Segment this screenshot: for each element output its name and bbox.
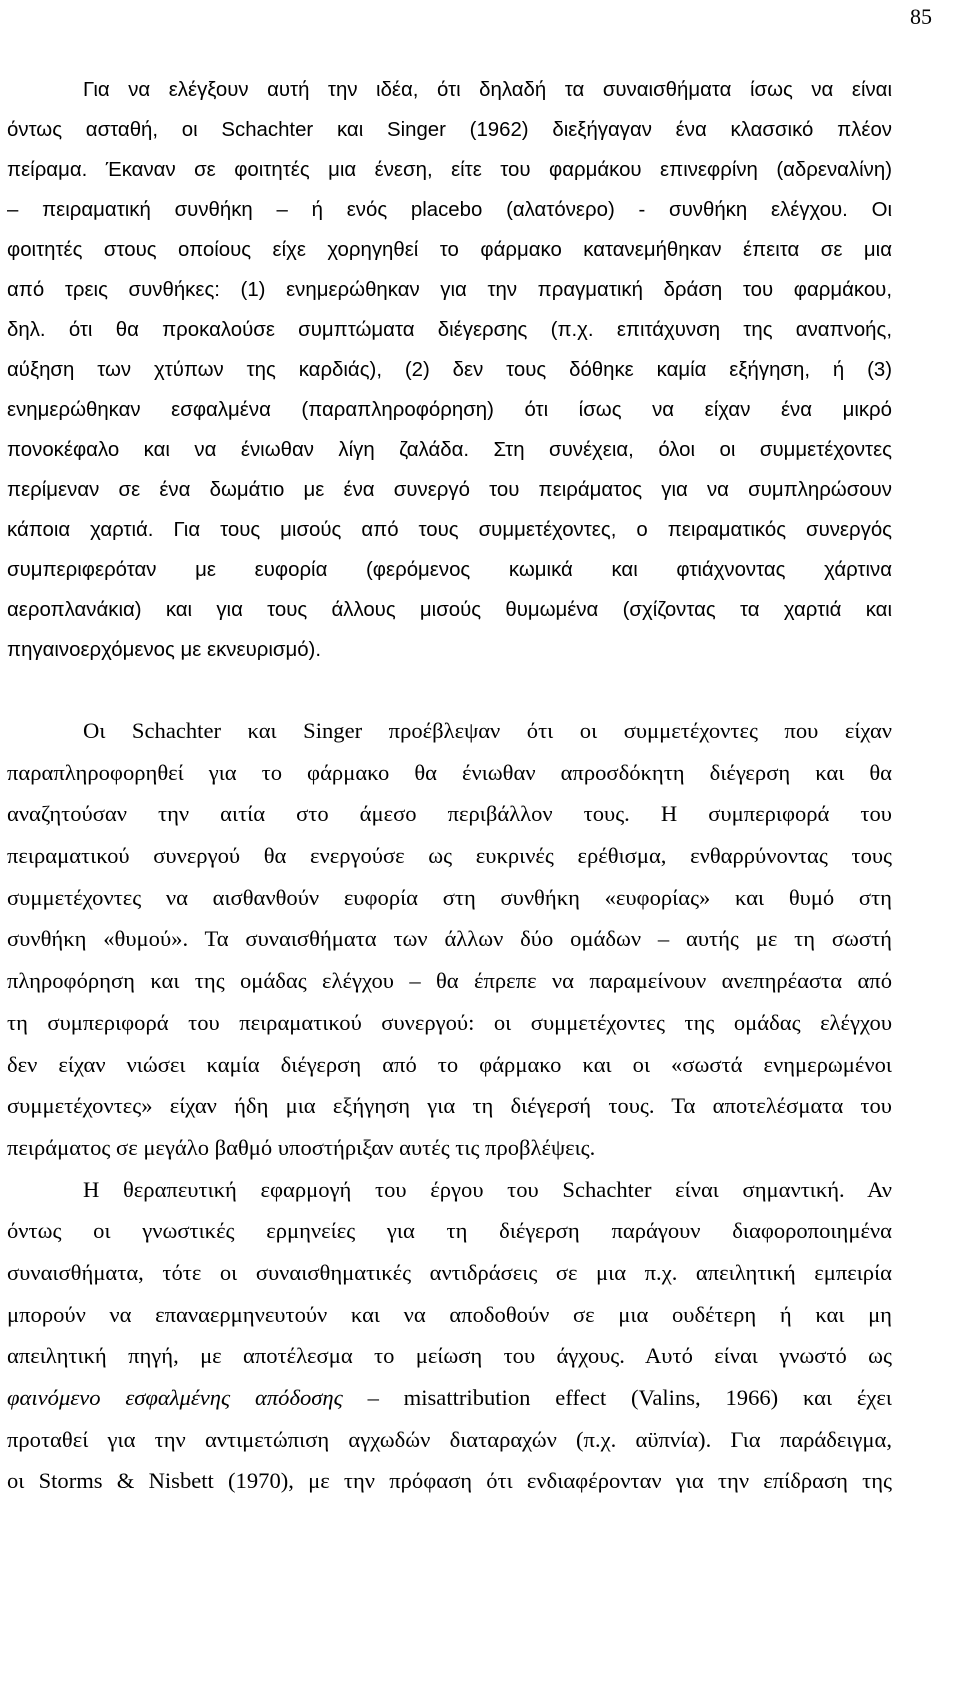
text-line: αεροπλανάκια) και για τους άλλους μισούς θυμωμένα (σχίζοντας τα χαρτιά και (7, 599, 892, 621)
text-line: μπορούν να επαναερμηνευτούν και να αποδοθούν σε μια ουδέτερη ή και μη (7, 1301, 892, 1327)
text-line: Οι Schachter και Singer προέβλεψαν ότι οι συμμετέχοντες που είχαν (83, 718, 892, 743)
text-line: συναισθήματα, τότε οι συναισθηματικές αντιδράσεις σε μια π.χ. απειλητική εμπειρία (7, 1259, 892, 1285)
text-line: συμμετέχοντες να αισθανθούν ευφορία στη συνθήκη «ευφορίας» και θυμό στη (7, 884, 892, 910)
text-line: πειράματος σε μεγάλο βαθμό υποστήριξαν αυτές τις προβλέψεις. (7, 1134, 596, 1160)
text-line: ενημερώθηκαν εσφαλμένα (παραπληροφόρηση) ότι ίσως να είχαν ένα μικρό (7, 399, 892, 421)
paragraph-schachter-singer-experiment (7, 70, 892, 670)
text-line: πηγαινοερχόμενος με εκνευρισμό). (7, 639, 321, 661)
text-line: κάποια χαρτιά. Για τους μισούς από τους συμμετέχοντες, ο πειραματικός συνεργός (7, 519, 892, 541)
page-number: 85 (910, 4, 932, 29)
text-line: δηλ. ότι θα προκαλούσε συμπτώματα διέγερσης (π.χ. επιτάχυνση της αναπνοής, (7, 319, 892, 341)
text-line: περίμεναν σε ένα δωμάτιο με ένα συνεργό του πειράματος για να συμπληρώσουν (7, 479, 892, 501)
text-line: πονοκέφαλο και να ένιωθαν λίγη ζαλάδα. Στη συνέχεια, όλοι οι συμμετέχοντες (7, 439, 892, 461)
text-line: από τρεις συνθήκες: (1) ενημερώθηκαν για την πραγματική δράση του φαρμάκου, (7, 279, 892, 301)
text-line: Για να ελέγξουν αυτή την ιδέα, ότι δηλαδή τα συναισθήματα ίσως να είναι (83, 79, 892, 101)
text-line: δεν είχαν νιώσει καμία διέγερση από το φάρμακο και οι «σωστά ενημερωμένοι (7, 1051, 892, 1077)
text-line: συμπεριφερόταν με ευφορία (φερόμενος κωμικά και φτιάχνοντας χάρτινα (7, 559, 892, 581)
text-line: συνθήκη «θυμού». Τα συναισθήματα των άλλων δύο ομάδων – αυτής με τη σωστή (7, 926, 892, 952)
text-line: τη συμπεριφορά του πειραματικού συνεργού: οι συμμετέχοντες της ομάδας ελέγχου (7, 1009, 892, 1035)
text-line: όντως ασταθή, οι Schachter και Singer (1962) διεξήγαγαν ένα κλασσικό πλέον (7, 119, 892, 141)
text-line: αύξηση των χτύπων της καρδιάς), (2) δεν τους δόθηκε καμία εξήγηση, ή (3) (7, 359, 892, 381)
text-line-tail: – misattribution effect (Valins, 1966) και έχει (342, 1385, 892, 1410)
italic-term: φαινόμενο εσφαλμένης απόδοσης (7, 1385, 343, 1410)
text-line: όντως οι γνωστικές ερμηνείες για τη διέγερση παράγουν διαφοροποιημένα (7, 1218, 892, 1244)
paragraph-predictions-and-application (7, 710, 892, 1502)
text-line: οι Storms & Nisbett (1970), με την πρόφαση ότι ενδιαφέρονταν για την επίδραση της (7, 1468, 892, 1494)
text-line: πληροφόρηση και της ομάδας ελέγχου – θα έπρεπε να παραμείνουν ανεπηρέαστα από (7, 968, 892, 994)
text-line: πείραμα. Έκαναν σε φοιτητές μια ένεση, είτε του φαρμάκου επινεφρίνη (αδρεναλίνη) (7, 159, 892, 181)
text-line: – πειραματική συνθήκη – ή ενός placebo (αλατόνερο) - συνθήκη ελέγχου. Οι (7, 199, 892, 221)
text-line-with-italic-term (7, 1377, 892, 1419)
text-line: αναζητούσαν την αιτία στο άμεσο περιβάλλον τους. Η συμπεριφορά του (7, 801, 892, 827)
text-line: συμμετέχοντες» είχαν ήδη μια εξήγηση για τη διέγερσή τους. Τα αποτελέσματα του (7, 1093, 892, 1119)
text-line: Η θεραπευτική εφαρμογή του έργου του Schachter είναι σημαντική. Αν (83, 1176, 892, 1202)
text-line: φοιτητές στους οποίους είχε χορηγηθεί το φάρμακο κατανεμήθηκαν έπειτα σε μια (7, 239, 892, 261)
text-line: πειραματικού συνεργού θα ενεργούσε ως ευκρινές ερέθισμα, ενθαρρύνοντας τους (7, 843, 892, 869)
text-line: απειλητική πηγή, με αποτέλεσμα το μείωση του άγχους. Αυτό είναι γνωστό ως (7, 1343, 892, 1369)
text-line: προταθεί για την αντιμετώπιση αγχωδών διαταραχών (π.χ. αϋπνία). Για παράδειγμα, (7, 1426, 892, 1452)
text-line: παραπληροφορηθεί για το φάρμακο θα ένιωθαν απροσδόκητη διέγερση και θα (7, 759, 892, 785)
